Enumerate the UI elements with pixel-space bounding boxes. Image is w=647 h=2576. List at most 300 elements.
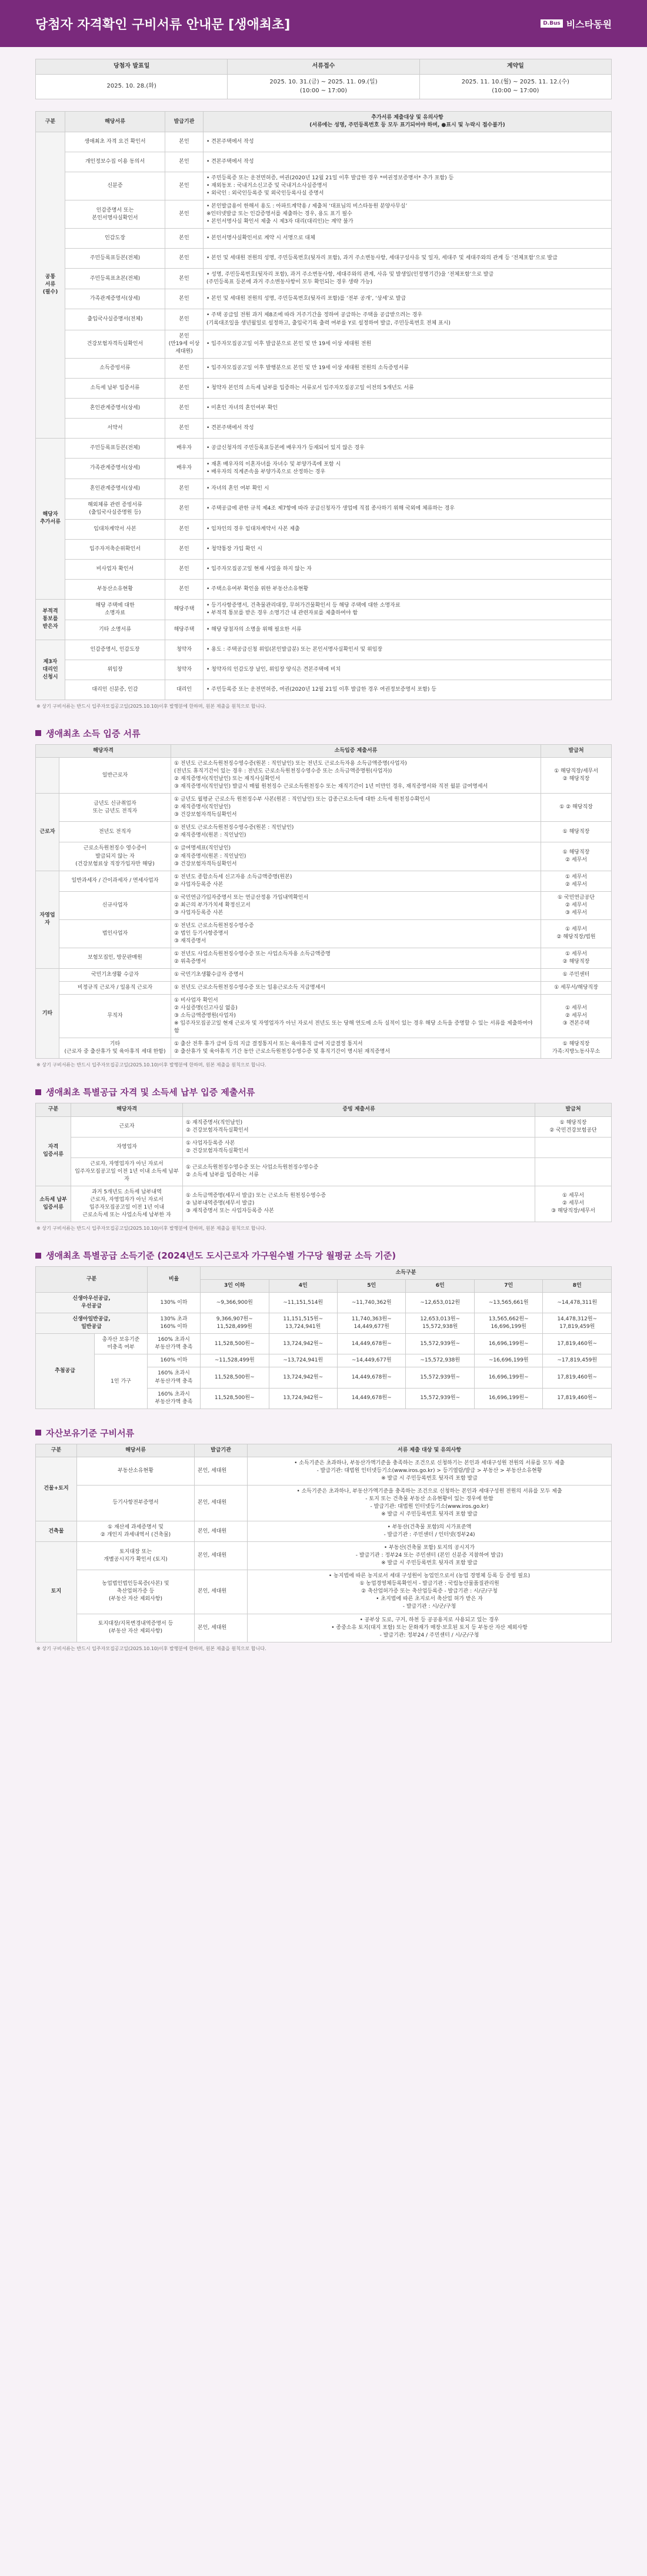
docs-issuer: 청약자: [165, 640, 204, 660]
income-limit-ratio: 160% 초과시 부동산가액 충족: [148, 1367, 201, 1388]
asset-docs-title: [35, 1427, 612, 1439]
page-title: 당첨자 자격확인 구비서류 안내문 [생애최초]: [35, 17, 291, 32]
docs-doc-name: 출입국사실증명서(전체): [65, 309, 165, 330]
docs-notes: • 용도 : 주택공급신청 위임(본인발급분) 또는 본인서명사실확인서 및 위임장: [204, 640, 612, 660]
income_docs-row: [36, 794, 612, 822]
docs-doc-name: 대리인 신분증, 인감: [65, 680, 165, 700]
docs-row: [36, 309, 612, 330]
docs-row: [36, 559, 612, 579]
tax_docs-row: [36, 1116, 612, 1137]
income-group: 자영업자: [36, 871, 59, 968]
income-type: 무직자: [59, 995, 171, 1038]
tax-docs: ① 사업자등록증 사본 ② 건강보험자격득실확인서: [183, 1137, 535, 1157]
docs-issuer: 배우자: [165, 458, 204, 479]
tax-note: ※ 상기 구비서류는 반드시 입주자모집공고일(2025.10.10)이후 발행분에 한하며, 원본 제출을 원칙으로 합니다.: [36, 1226, 266, 1232]
docs-doc-name: 혼인관계증명서(상세): [65, 479, 165, 499]
income_docs-row: [36, 969, 612, 982]
asset-docs-header: 구분: [36, 1444, 77, 1457]
docs-row: [36, 398, 612, 418]
content: [0, 47, 647, 1652]
tax-issuer: ① 해당직장 ② 국민건강보험공단: [535, 1116, 612, 1137]
tax-issuer: [535, 1137, 612, 1157]
income-limit-value: 12,653,013원~ 15,572,938원: [406, 1313, 474, 1334]
docs-issuer: 본인: [165, 418, 204, 438]
income-limit-value: ~11,151,514원: [269, 1293, 337, 1313]
tax-docs-table: [35, 1103, 612, 1222]
brand-badge: D.Bus: [541, 19, 563, 28]
income-limit-header: 7인: [474, 1280, 542, 1293]
income-limit-ratio: 130% 초과 160% 이하: [148, 1313, 201, 1334]
docs-row: [36, 378, 612, 398]
income-limit-value: 13,724,942원~: [269, 1388, 337, 1409]
income-limit-value: 13,565,662원~ 16,696,199원: [474, 1313, 542, 1334]
section-square-icon: [35, 1430, 41, 1436]
income-docs-header: 발급처: [541, 744, 612, 757]
docs-row: [36, 132, 612, 152]
docs-row: [36, 172, 612, 200]
income-issuer: ① 해당직장 가족:지방노동사무소: [541, 1038, 612, 1059]
docs-notes: • 주택소유여부 확인을 위한 부동산소유현황: [204, 579, 612, 599]
income-limit-table: [35, 1266, 612, 1409]
section-square-icon: [35, 1089, 41, 1095]
income-docs: ① 전년도 근로소득원천징수영수증(원본 : 직인날인) ② 재직증명서(원본 : 직인날인): [171, 822, 541, 842]
docs-issuer: 해당주택: [165, 620, 204, 640]
income-limit-header: 3인 이하: [201, 1280, 269, 1293]
income-limit-value: ~14,478,311원: [543, 1293, 612, 1313]
asset-docs-header: 서류 제출 대상 및 유의사항: [248, 1444, 612, 1457]
income-docs: ① 전년도 근로소득원천징수영수증(원본 : 직인날인) 또는 전년도 근로소득자용 소득금액증명(사업자) (전년도 휴직기간이 있는 경우 : 전년도 근로소득원천징수영수증 또는 소득금액증명원(사업자)) ② 재직증명서(직인날인) 또는 재직사실확인서 ③ 재직증명서(직인날인) 발급시 매월 원천징수 근로소득원천징수 또는 재직기간이 1년 미만인 경우, 재직증명서와 직전 월분 급여명세서: [171, 758, 541, 794]
docs-row: [36, 479, 612, 499]
docs-notes: • 청약통장 가입 확인 시: [204, 539, 612, 559]
docs-row: [36, 640, 612, 660]
docs-group-label: 해당자 추가서류: [36, 438, 65, 599]
docs-group-label: 부적격 통보를 받은자: [36, 599, 65, 640]
income-issuer: ① 세무서 ② 해당직장/법원: [541, 919, 612, 948]
docs-row: [36, 330, 612, 358]
tax-docs-title: [35, 1086, 612, 1098]
docs-notes: • 청약자 본인의 소득세 납부를 입증하는 서류로서 입주자모집공고일 이전의 5개년도 서류: [204, 378, 612, 398]
income-limit-title-text: 생애최초 특별공급 소득기준 (2024년도 도시근로자 가구원수별 가구당 월평균 소득 기준): [46, 1250, 396, 1262]
income-limit-value: 14,449,678원~: [337, 1388, 405, 1409]
asset_docs-row: [36, 1542, 612, 1570]
docs-notes: • 견본주택에서 작성: [204, 152, 612, 172]
docs-row: [36, 200, 612, 229]
income-limit-row: [36, 1313, 612, 1334]
income-limit-value: 11,740,363원~ 14,449,677원: [337, 1313, 405, 1334]
income-docs-header: 소득입증 제출서류: [171, 744, 541, 757]
asset-notes: • 소득기준은 초과하나, 부동산가액기준을 충족하는 조건으로 신청하기는 본인과 세대구성원 전원의 서류를 모두 제출 - 발급기관: 대법원 인터넷등기소(www.iros.go.kr) > 등기열람/발급 > 부동산 > 부동산소유현황 ※ 발급 시 주민등록번호 뒷자리 포함 발급: [248, 1457, 612, 1485]
income-docs: ① 전년도 근로소득원천징수영수증 ② 법인 등기사항증명서 ③ 재직증명서: [171, 919, 541, 948]
income-limit-value: ~16,696,199원: [474, 1354, 542, 1367]
brand-logo: [541, 17, 612, 31]
docs-doc-name: 인감증명서 또는 본인서명사실확인서: [65, 200, 165, 229]
docs-doc-name: 서약서: [65, 418, 165, 438]
income_docs-row: [36, 995, 612, 1038]
income-limit-value: 13,724,942원~: [269, 1334, 337, 1354]
schedule-header: 서류접수: [228, 59, 419, 75]
tax-docs-header: 증빙 제출서류: [183, 1103, 535, 1116]
income-docs-header: 해당자격: [36, 744, 171, 757]
income-docs-title-text: 생애최초 소득 입증 서류: [46, 728, 141, 739]
docs-doc-name: 해외체류 관련 증빙서류 (출입국사실증명원 등): [65, 499, 165, 519]
docs-row: [36, 458, 612, 479]
docs-issuer: 본인: [165, 269, 204, 289]
income-limit-header: 6인: [406, 1280, 474, 1293]
income-limit-value: 16,696,199원~: [474, 1334, 542, 1354]
income-limit-value: ~12,653,012원: [406, 1293, 474, 1313]
asset-doc: 토지대장/지목변경내역증명서 등 (부동산 자산 제외사항): [77, 1614, 195, 1642]
brand-name: 비스타동원: [566, 18, 612, 30]
docs-row: [36, 620, 612, 640]
docs-row: [36, 289, 612, 309]
income_docs-row: [36, 758, 612, 794]
docs-notes: • 미혼인 자녀의 혼인여부 확인: [204, 398, 612, 418]
income-limit-header: 소득구분: [201, 1267, 612, 1280]
income-docs-title: [35, 727, 612, 740]
docs-doc-name: 주민등록표등본(전체): [65, 249, 165, 269]
docs-doc-name: 부동산소유현황: [65, 579, 165, 599]
tax-docs: ① 소득금액증명(세무서 발급) 또는 근로소득 원천징수영수증 ② 납부내역증명(세무서 발급) ③ 재직증명서 또는 사업자등록증 사본: [183, 1186, 535, 1222]
docs-issuer: 본인: [165, 200, 204, 229]
docs-notes: • 청약자의 인감도장 날인, 위임장 양식은 견본주택에 비치: [204, 660, 612, 680]
income-issuer: ① 세무서/해당직장: [541, 982, 612, 995]
schedule-submission: 2025. 10. 31.(금) ~ 2025. 11. 09.(일) (10:00 ~ 17:00): [228, 75, 419, 99]
income-limit-value: ~13,565,661원: [474, 1293, 542, 1313]
asset-issuer: 본인, 세대원: [195, 1570, 248, 1614]
docs-issuer: 본인: [165, 479, 204, 499]
income-limit-header: 구분: [36, 1267, 148, 1293]
docs-notes: • 해당 당첨자의 소명을 위해 필요한 서류: [204, 620, 612, 640]
docs-issuer: 본인: [165, 172, 204, 200]
tax-type: 과거 5개년도 소득세 납부내역 근로자, 자영업자가 아닌 자로서 입주자모집공고일 이전 1년 이내 근로소득세 또는 사업소득세 납부한 자: [71, 1186, 183, 1222]
docs-notes: • 견본주택에서 작성: [204, 418, 612, 438]
income-issuer: ① 세무서 ② 해당직장: [541, 948, 612, 968]
docs-issuer: 본인: [165, 539, 204, 559]
income-issuer: ① 세무서 ② 세무서: [541, 871, 612, 891]
asset-notes: • 부동산(건축물 포함)의 시가표준액 - 발급기관 : 주민센터 / 인터넷(정부24): [248, 1521, 612, 1542]
tax-group: 소득세 납부 입증서류: [36, 1186, 71, 1222]
docs-doc-name: 주민등록표초본(전체): [65, 269, 165, 289]
income-limit-value: 11,528,500원~: [201, 1334, 269, 1354]
asset-docs-table: [35, 1444, 612, 1642]
docs-issuer: 본인: [165, 378, 204, 398]
income-issuer: ① 주민센터: [541, 969, 612, 982]
page-header: [0, 0, 647, 47]
income-limit-subgroup: 총자산 보유기준 미충족 여부: [95, 1334, 148, 1354]
docs-doc-name: 해당 주택에 대한 소명자료: [65, 599, 165, 620]
docs-notes: • 본인 및 세대원 전원의 성명, 주민등록번호(뒷자리 포함)를 ‘전부 공개’, ‘상세’로 발급: [204, 289, 612, 309]
income-type: 비정규직 근로자 / 일용직 근로자: [59, 982, 171, 995]
income-limit-value: 16,696,199원~: [474, 1367, 542, 1388]
tax-docs-header: 구분: [36, 1103, 71, 1116]
tax-docs: ① 재직증명서(직인날인) ② 건강보험자격득실확인서: [183, 1116, 535, 1137]
docs-doc-name: 기타 소명서류: [65, 620, 165, 640]
income-docs: ① 국민기초생활수급자 증명서: [171, 969, 541, 982]
income-limit-value: 13,724,942원~: [269, 1367, 337, 1388]
asset-doc: ① 재산세 과세증명서 및 ② 개인지 과세내역서 (건축물): [77, 1521, 195, 1542]
income_docs-row: [36, 871, 612, 891]
income-docs: ① 급여명세표(직인날인) ② 재직증명서(원본 : 직인날인) ③ 건강보험자격득실확인서: [171, 842, 541, 871]
docs-notes: • 주택공급에 관한 규칙 제4조 제7항에 따라 공급신청자가 생업에 직접 종사하기 위해 국외에 체류하는 경우: [204, 499, 612, 519]
section-square-icon: [35, 730, 41, 736]
income-type: 근로소득원천징수 영수증이 발급되지 않는 자 (건강보험료상 직장가입자만 해당): [59, 842, 171, 871]
income-group: 근로자: [36, 794, 59, 871]
docs-group-label: 공통 서류 (필수): [36, 132, 65, 439]
income-docs: ① 국민연금가입자증명서 또는 연금산정용 가입내역확인서 ② 최근의 부가가치세 확정신고서 ③ 사업자등록증 사본: [171, 891, 541, 919]
income-limit-ratio: 160% 초과시 부동산가액 충족: [148, 1334, 201, 1354]
docs-doc-name: 개인정보수집 이용 동의서: [65, 152, 165, 172]
income-limit-value: 14,449,678원~: [337, 1367, 405, 1388]
asset_docs-row: [36, 1485, 612, 1521]
income-limit-value: ~13,724,941원: [269, 1354, 337, 1367]
docs-doc-name: 임대차계약서 사본: [65, 519, 165, 539]
docs-issuer: 본인: [165, 559, 204, 579]
docs-doc-name: 인감증명서, 인감도장: [65, 640, 165, 660]
docs-row: [36, 418, 612, 438]
schedule-table: [35, 59, 612, 99]
income-issuer: ① 국민연금공단 ② 세무서 ③ 세무서: [541, 891, 612, 919]
income-limit-value: ~14,449,677원: [337, 1354, 405, 1367]
asset-note: ※ 상기 구비서류는 반드시 입주자모집공고일(2025.10.10)이후 발행분에 한하며, 원본 제출을 원칙으로 합니다.: [36, 1645, 266, 1651]
income-docs: ① 전년도 사업소득원천징수영수증 또는 사업소득자용 소득금액증명 ② 위촉증명서: [171, 948, 541, 968]
docs-issuer: 대리인: [165, 680, 204, 700]
asset-notes: • 농지법에 따른 농지로서 세대 구성원이 농업인으로서 (농업 경영체 등록 등 증빙 필요) ① 농업경영체등록확인서 - 발급기관 : 국립농산물품질관리원 ② 축산업허가증 또는 축산업등록증 - 발급기관 : 시/군/구청 • 초지법에 따른 초지로서 축산업 허가 받은 자 - 발급기관 : 시/군/구청: [248, 1570, 612, 1614]
asset-notes: • 공부상 도로, 구거, 하천 등 공공용지로 사용되고 있는 경우 • 종중소유 토지(대지 포함) 또는 문화재가 매장·보호된 토지 등 부동산 자산 제외사항 - 발급기관: 정부24 / 주민센터 / 시/군/구청: [248, 1614, 612, 1642]
income-docs: ① 비사업자 확인서 ② 사실증명(신고사실 없음) ③ 소득금액증명원(사업자) ※ 입주자모집공고일 현재 근로자 및 자영업자가 아닌 자로서 전년도 또는 당해 연도에 소득 실적이 있는 경우 해당 소득을 증명할 수 있는 서류를 제출하여야 함: [171, 995, 541, 1038]
docs-doc-name: 신분증: [65, 172, 165, 200]
asset-issuer: 본인, 세대원: [195, 1614, 248, 1642]
docs-issuer: 본인: [165, 309, 204, 330]
docs-row: [36, 680, 612, 700]
docs-issuer: 해당주택: [165, 599, 204, 620]
asset-notes: • 부동산(건축물 포함) 토지의 공시지가 - 발급기관 : 정부24 또는 주민센터 (본인 신분증 지참하여 발급) ※ 발급 시 주민등록번호 뒷자리 포함 발급: [248, 1542, 612, 1570]
income-limit-value: ~15,572,938원: [406, 1354, 474, 1367]
income-issuer: ① 해당직장/세무서 ② 해당직장: [541, 758, 612, 794]
docs-notes: • 입주자모집공고일 이후 발급분으로 본인 및 만 19세 이상 세대원 전원: [204, 330, 612, 358]
docs-notes: • 공급신청자의 주민등록표등본에 배우자가 등재되어 있지 않은 경우: [204, 438, 612, 458]
tax-docs-title-text: 생애최초 특별공급 자격 및 소득세 납부 입증 제출서류: [46, 1087, 255, 1098]
docs-notes: • 성명, 주민등록번호(뒷자리 포함), 과거 주소변동사항, 세대주와의 관계, 사유 및 발생일(인정명기간)을 ‘전체포함’으로 발급 (주민등록표 등본에 과거 주소변동사항이 모두 확인되는 경우 생략 가능): [204, 269, 612, 289]
income-type: 법인사업자: [59, 919, 171, 948]
asset_docs-row: [36, 1614, 612, 1642]
income-note: ※ 상기 구비서류는 반드시 입주자모집공고일(2025.10.10)이후 발행분에 한하며, 원본 제출을 원칙으로 합니다.: [36, 1062, 266, 1068]
asset_docs-row: [36, 1457, 612, 1485]
tax-group: 자격 입증서류: [36, 1116, 71, 1186]
tax-docs: ① 근로소득원천징수영수증 또는 사업소득원천징수영수증 ② 소득세 납부를 입증하는 서류: [183, 1157, 535, 1186]
docs-notes: • 등기사항증명서, 건축물관리대장, 무허가건물확인서 등 해당 주택에 대한 소명자료 • 부적격 통보를 받은 경우 소명기간 내 관련자료를 제출하여야 함: [204, 599, 612, 620]
docs-issuer: 본인: [165, 579, 204, 599]
tax_docs-row: [36, 1186, 612, 1222]
income-limit-subgroup: 1인 가구: [95, 1354, 148, 1409]
income-limit-value: 14,478,312원~ 17,819,459원: [543, 1313, 612, 1334]
income-issuer: ① 해당직장 ② 세무서: [541, 842, 612, 871]
docs-notes: • 본인 및 세대원 전원의 성명, 주민등록번호(뒷자리 포함), 과거 주소변동사항, 세대구성사유 및 일자, 세대주 및 세대주와의 관계 등 ‘전체포함’으로 발급: [204, 249, 612, 269]
docs-header: 구분: [36, 112, 65, 132]
income-docs: ① 금년도 월평균 근로소득 원천징수부 사본(원본 : 직인날인) 또는 갑종근로소득에 대한 소득세 원천징수확인서 ② 재직증명서(직인날인) ③ 건강보험자격득실확인서: [171, 794, 541, 822]
docs-row: [36, 438, 612, 458]
docs-issuer: 본인: [165, 132, 204, 152]
income-limit-value: 11,528,500원~: [201, 1367, 269, 1388]
income-limit-value: ~11,528,499원: [201, 1354, 269, 1367]
income-type: 기타 (근로자 중 출산휴가 및 육아휴직 세대 한함): [59, 1038, 171, 1059]
income_docs-row: [36, 1038, 612, 1059]
docs-doc-name: 혼인관계증명서(상세): [65, 398, 165, 418]
income_docs-row: [36, 842, 612, 871]
docs-doc-name: 비사업자 확인서: [65, 559, 165, 579]
income-limit-row: [36, 1334, 612, 1354]
asset-issuer: 본인, 세대원: [195, 1485, 248, 1521]
income-limit-value: 17,819,460원~: [543, 1367, 612, 1388]
docs-row: [36, 519, 612, 539]
income-type: 국민기초생활 수급자: [59, 969, 171, 982]
tax-type: 자영업자: [71, 1137, 183, 1157]
income-limit-group: 신생아일반공급, 일반공급: [36, 1313, 148, 1334]
docs-doc-name: 건강보험자격득실확인서: [65, 330, 165, 358]
docs-notes: • 주민등록증 또는 운전면허증, 여권(2020년 12월 21일 이후 발급한 경우 *여권정보증명서* 추가 포함) 등 • 재외동포 : 국내거소신고증 및 국내거소사실증명서 • 외국인 : 외국인등록증 및 외국인등록사실 증명서: [204, 172, 612, 200]
income-limit-value: 16,696,199원~: [474, 1388, 542, 1409]
docs-notes: • 본인서명사실확인서로 계약 시 서명으로 대체: [204, 229, 612, 249]
income-limit-value: 17,819,460원~: [543, 1334, 612, 1354]
docs-row: [36, 358, 612, 378]
docs-row: [36, 499, 612, 519]
docs-row: [36, 269, 612, 289]
tax-issuer: [535, 1157, 612, 1186]
asset-doc: 토지대장 또는 개별공시지가 확인서 (토지): [77, 1542, 195, 1570]
income-limit-header: 5인: [337, 1280, 405, 1293]
docs-row: [36, 579, 612, 599]
tax-docs-header: 발급처: [535, 1103, 612, 1116]
asset-issuer: 본인, 세대원: [195, 1521, 248, 1542]
docs-row: [36, 229, 612, 249]
income_docs-row: [36, 891, 612, 919]
income-limit-value: ~11,740,362원: [337, 1293, 405, 1313]
income-type: 일반과세자 / 간이과세자 / 면세사업자: [59, 871, 171, 891]
income-limit-value: 15,572,939원~: [406, 1367, 474, 1388]
tax-docs-header: 해당자격: [71, 1103, 183, 1116]
docs-notes: • 주민등록증 또는 운전면허증, 여권(2020년 12월 21일 이후 발급한 경우 여권정보증명서 포함) 등: [204, 680, 612, 700]
docs-row: [36, 249, 612, 269]
income-limit-value: ~9,366,900원: [201, 1293, 269, 1313]
docs-group-label: 제3자 대리인 신청시: [36, 640, 65, 700]
income-group: [36, 758, 59, 794]
schedule-header: 계약일: [419, 59, 611, 75]
income-limit-row: [36, 1354, 612, 1367]
docs-notes: • 재혼 배우자의 이혼자녀를 자녀수 및 부양가족에 포함 시 • 배우자의 직계존속을 부양가족으로 산정하는 경우: [204, 458, 612, 479]
docs-notes: • 자녀의 혼인 여부 확인 시: [204, 479, 612, 499]
asset-docs-title-text: 자산보유기준 구비서류: [46, 1427, 135, 1438]
docs-header: 해당서류: [65, 112, 165, 132]
income-docs-table: [35, 744, 612, 1059]
docs-issuer: 본인: [165, 499, 204, 519]
income-limit-ratio: 160% 초과시 부동산가액 충족: [148, 1388, 201, 1409]
asset-doc: 등기사항전부증명서: [77, 1485, 195, 1521]
docs-doc-name: 인감도장: [65, 229, 165, 249]
income-issuer: ① 세무서 ② 세무서 ③ 견본주택: [541, 995, 612, 1038]
asset-doc: 농업법인법인등록증(사본) 및 축산업허가증 등 (부동산 자산 제외사항): [77, 1570, 195, 1614]
docs-issuer: 본인: [165, 358, 204, 378]
docs-doc-name: 소득증빙서류: [65, 358, 165, 378]
asset-docs-header: 발급기관: [195, 1444, 248, 1457]
docs-notes: • 견본주택에서 작성: [204, 132, 612, 152]
docs-row: [36, 660, 612, 680]
docs-notes: • 입주자모집공고일 이후 발행분으로 본인 및 만 19세 이상 세대원 전원의 소득증빙서류: [204, 358, 612, 378]
docs-issuer: 본인 (만19세 이상 세대원): [165, 330, 204, 358]
income-limit-group: 추첨공급: [36, 1334, 95, 1409]
income-limit-value: 11,151,515원~ 13,724,941원: [269, 1313, 337, 1334]
docs-header: 발급기관: [165, 112, 204, 132]
docs-doc-name: 가족관계증명서(상세): [65, 289, 165, 309]
income-limit-value: 15,572,939원~: [406, 1334, 474, 1354]
docs-header: 추가서류 제출대상 및 유의사항 (서류에는 성명, 주민등록번호 등 모두 표기되어야 하며, ●표시 및 누락시 접수불가): [204, 112, 612, 132]
docs-notes: • 주택 공급일 전원 과거 제8조에 따라 거주기간을 정하여 공급하는 주택을 공급받으려는 경우 (기록대조일을 생년월일로 설정하고, 출입국기록 출력 여부를 Y로 설정하여 발급, 주민등록번호 전체 표시): [204, 309, 612, 330]
income-limit-value: 15,572,939원~: [406, 1388, 474, 1409]
asset-notes: • 소득기준은 초과하나, 부동산가액기준을 충족하는 조건으로 신청하는 본인과 세대구성원 전원의 서류를 모두 제출 - 토지 또는 건축물 부동산 소유현황이 있는 경우에 한함 - 발급기관: 대법원 인터넷등기소(www.iros.go.kr) ※ 발급 시 주민등록번호 뒷자리 포함 발급: [248, 1485, 612, 1521]
income-limit-row: [36, 1293, 612, 1313]
income_docs-row: [36, 948, 612, 968]
income_docs-row: [36, 822, 612, 842]
income-limit-value: 11,528,500원~: [201, 1388, 269, 1409]
income-type: 금년도 신규취업자 또는 금년도 전직자: [59, 794, 171, 822]
docs-issuer: 본인: [165, 289, 204, 309]
tax_docs-row: [36, 1157, 612, 1186]
tax-issuer: ① 세무서 ② 세무서 ③ 해당직장/세무서: [535, 1186, 612, 1222]
income-type: 신규사업자: [59, 891, 171, 919]
tax-type: 근로자, 자영업자가 아닌 자로서 입주자모집공고일 이전 1년 이내 소득세 납부자: [71, 1157, 183, 1186]
schedule-header: 당첨자 발표일: [36, 59, 228, 75]
docs-table: [35, 111, 612, 700]
asset-issuer: 본인, 세대원: [195, 1457, 248, 1485]
income-issuer: ① ② 해당직장: [541, 794, 612, 822]
asset-group: 건물+토지: [36, 1457, 77, 1521]
docs-issuer: 본인: [165, 519, 204, 539]
docs-issuer: 본인: [165, 229, 204, 249]
income-limit-header: 4인: [269, 1280, 337, 1293]
tax-type: 근로자: [71, 1116, 183, 1137]
docs-doc-name: 가족관계증명서(상세): [65, 458, 165, 479]
docs-doc-name: 위임장: [65, 660, 165, 680]
docs-issuer: 본인: [165, 398, 204, 418]
schedule-announce: 2025. 10. 28.(화): [36, 75, 228, 99]
asset-group: 토지: [36, 1542, 77, 1642]
income-limit-value: 9,366,907원~ 11,528,499원: [201, 1313, 269, 1334]
docs-doc-name: 생애최초 자격 요건 확인서: [65, 132, 165, 152]
income-type: 전년도 전직자: [59, 822, 171, 842]
docs-doc-name: 소득세 납부 입증서류: [65, 378, 165, 398]
docs-notes: • 입주자모집공고일 현재 사업을 하지 않는 자: [204, 559, 612, 579]
docs-issuer: 본인: [165, 249, 204, 269]
section-square-icon: [35, 1253, 41, 1259]
tax_docs-row: [36, 1137, 612, 1157]
docs-notes: • 본인발급용이 한해서 용도 : 아파트계약용 / 제출처 ‘대표님의 비스타동원 분양사무실’ ※인터넷발급 또는 인감증명서를 제출하는 경우, 용도 표기 필수 • 본인서명사실 확인서 제출 시 제3자 대리(대리인)는 계약 불가: [204, 200, 612, 229]
income-issuer: ① 해당직장: [541, 822, 612, 842]
docs-issuer: 본인: [165, 152, 204, 172]
income-docs: ① 전년도 근로소득원천징수영수증 또는 일용근로소득 지급명세서: [171, 982, 541, 995]
docs-doc-name: 입주자저축순위확인서: [65, 539, 165, 559]
income-limit-value: 14,449,678원~: [337, 1334, 405, 1354]
docs-notes: • 임차인의 경우 임대차계약서 사본 제출: [204, 519, 612, 539]
docs-row: [36, 599, 612, 620]
income-docs: ① 출산 전후 휴가 급여 등의 지급 결정통지서 또는 육아휴직 급여 지급결정 통지서 ② 출산휴가 및 육아휴직 기간 동안 근로소득원천징수영수증 및 휴직기간이 명시된 재직증명서: [171, 1038, 541, 1059]
income-type: 보험모집인, 방문판매원: [59, 948, 171, 968]
docs-issuer: 청약자: [165, 660, 204, 680]
asset_docs-row: [36, 1521, 612, 1542]
income-limit-ratio: 130% 이하: [148, 1293, 201, 1313]
schedule-contract: 2025. 11. 10.(월) ~ 2025. 11. 12.(수) (10:00 ~ 17:00): [419, 75, 611, 99]
income-limit-value: ~17,819,459원: [543, 1354, 612, 1367]
docs-row: [36, 152, 612, 172]
income-type: 일반근로자: [59, 758, 171, 794]
income-limit-header: 비율: [148, 1267, 201, 1293]
